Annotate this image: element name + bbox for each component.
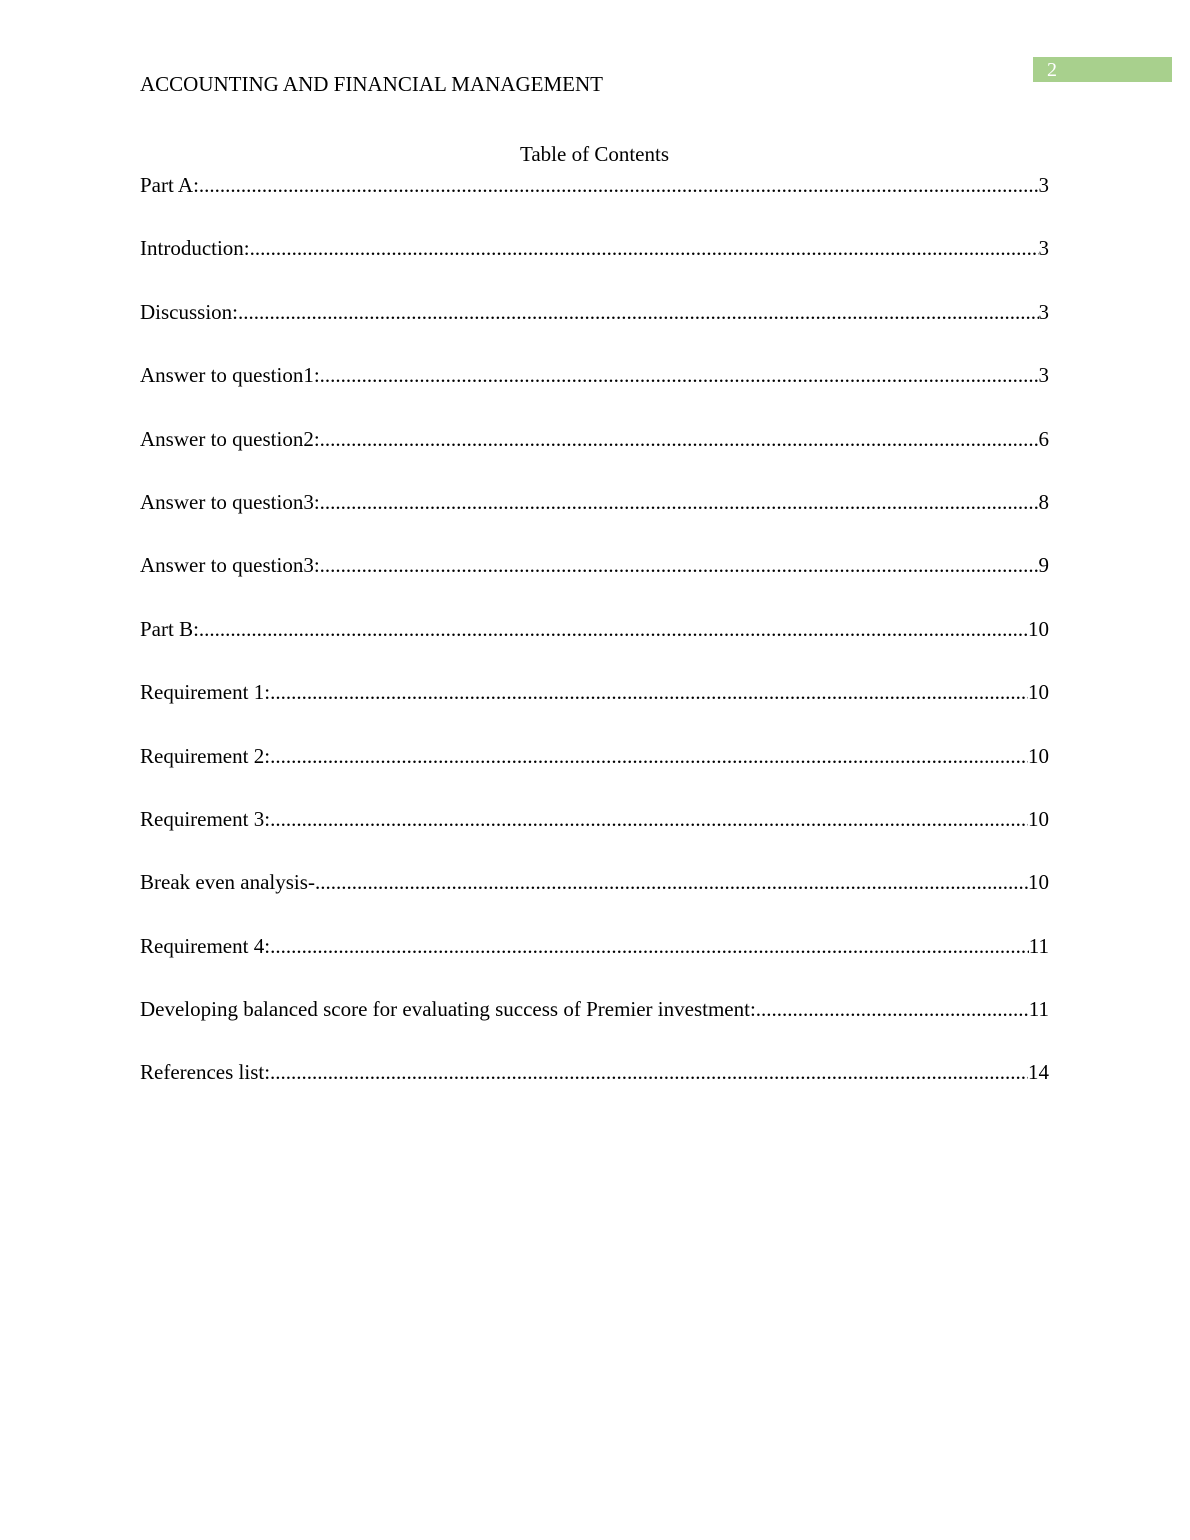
toc-entry[interactable] bbox=[140, 361, 1049, 389]
toc-title: Table of Contents bbox=[520, 142, 669, 166]
toc-dot-leader bbox=[270, 932, 1029, 960]
toc-dot-leader bbox=[320, 488, 1039, 516]
toc-entry[interactable] bbox=[140, 995, 1049, 1023]
toc-entry-label: Requirement 4: bbox=[140, 933, 271, 958]
toc-dot-leader bbox=[320, 361, 1039, 389]
toc-entry[interactable] bbox=[140, 171, 1049, 199]
toc-dot-leader bbox=[199, 171, 1039, 199]
toc-entry-label: Part B: bbox=[140, 616, 199, 641]
toc-entry-page: 3 bbox=[1038, 363, 1049, 388]
toc-entry-page: 10 bbox=[1028, 743, 1049, 768]
toc-entry-label: Answer to question3: bbox=[140, 553, 320, 578]
toc-entry-page: 3 bbox=[1038, 173, 1049, 197]
toc-entry[interactable] bbox=[140, 298, 1049, 326]
toc-entry-label: Part A: bbox=[140, 173, 199, 197]
toc-dot-leader bbox=[250, 234, 1039, 262]
toc-entry-label: Answer to question1: bbox=[140, 363, 320, 388]
toc-entry-page: 10 bbox=[1028, 616, 1049, 641]
page-number: 2 bbox=[1047, 59, 1057, 81]
toc-entry-label: Requirement 1: bbox=[140, 680, 271, 705]
toc-dot-leader bbox=[320, 551, 1039, 579]
toc-entry[interactable] bbox=[140, 615, 1049, 643]
toc-entry-page: 10 bbox=[1028, 680, 1049, 705]
toc-entry-label: Requirement 2: bbox=[140, 743, 271, 768]
toc-entry-label: Introduction: bbox=[140, 236, 250, 261]
toc-entry[interactable] bbox=[140, 932, 1049, 960]
toc-dot-leader bbox=[756, 995, 1029, 1023]
page-number-box bbox=[1033, 57, 1172, 82]
toc-entry[interactable] bbox=[140, 868, 1049, 896]
toc-dot-leader bbox=[320, 425, 1039, 453]
toc-entry[interactable] bbox=[140, 678, 1049, 706]
toc-dot-leader bbox=[270, 805, 1028, 833]
toc-entry[interactable] bbox=[140, 234, 1049, 262]
toc-entry-page: 10 bbox=[1028, 806, 1049, 831]
toc-entry[interactable] bbox=[140, 742, 1049, 770]
toc-entry[interactable] bbox=[140, 551, 1049, 579]
toc-entry-page: 8 bbox=[1038, 489, 1049, 514]
toc-entry-page: 11 bbox=[1028, 933, 1049, 958]
toc-entry-label: Requirement 3: bbox=[140, 806, 271, 831]
toc-entry-page: 11 bbox=[1028, 997, 1049, 1022]
toc-entry-page: 6 bbox=[1038, 426, 1049, 451]
toc-entry-label: Discussion: bbox=[140, 299, 239, 324]
running-head: ACCOUNTING AND FINANCIAL MANAGEMENT bbox=[140, 72, 603, 96]
toc-entry-label: Answer to question3: bbox=[140, 489, 320, 514]
toc-dot-leader bbox=[270, 678, 1028, 706]
toc-entry[interactable] bbox=[140, 1058, 1049, 1086]
toc-dot-leader bbox=[270, 742, 1028, 770]
toc-entry-page: 14 bbox=[1028, 1060, 1049, 1085]
toc-entry-page: 3 bbox=[1038, 236, 1049, 261]
toc-entry[interactable] bbox=[140, 425, 1049, 453]
toc-entry-label: Developing balanced score for evaluating success of Premier investment: bbox=[140, 997, 756, 1022]
toc-entry[interactable] bbox=[140, 488, 1049, 516]
toc-dot-leader bbox=[270, 1058, 1028, 1086]
toc-entry-label: Answer to question2: bbox=[140, 426, 320, 451]
toc-entry[interactable] bbox=[140, 805, 1049, 833]
toc-dot-leader bbox=[199, 615, 1028, 643]
toc-dot-leader bbox=[238, 298, 1038, 326]
toc-entry-page: 3 bbox=[1038, 299, 1049, 324]
toc-entry-label: References list: bbox=[140, 1060, 271, 1085]
toc-entry-label: Break even analysis- bbox=[140, 870, 315, 895]
toc-entry-page: 10 bbox=[1028, 870, 1049, 895]
toc-dot-leader bbox=[315, 868, 1028, 896]
toc-entry-page: 9 bbox=[1038, 553, 1049, 578]
toc-list bbox=[140, 171, 1049, 1122]
